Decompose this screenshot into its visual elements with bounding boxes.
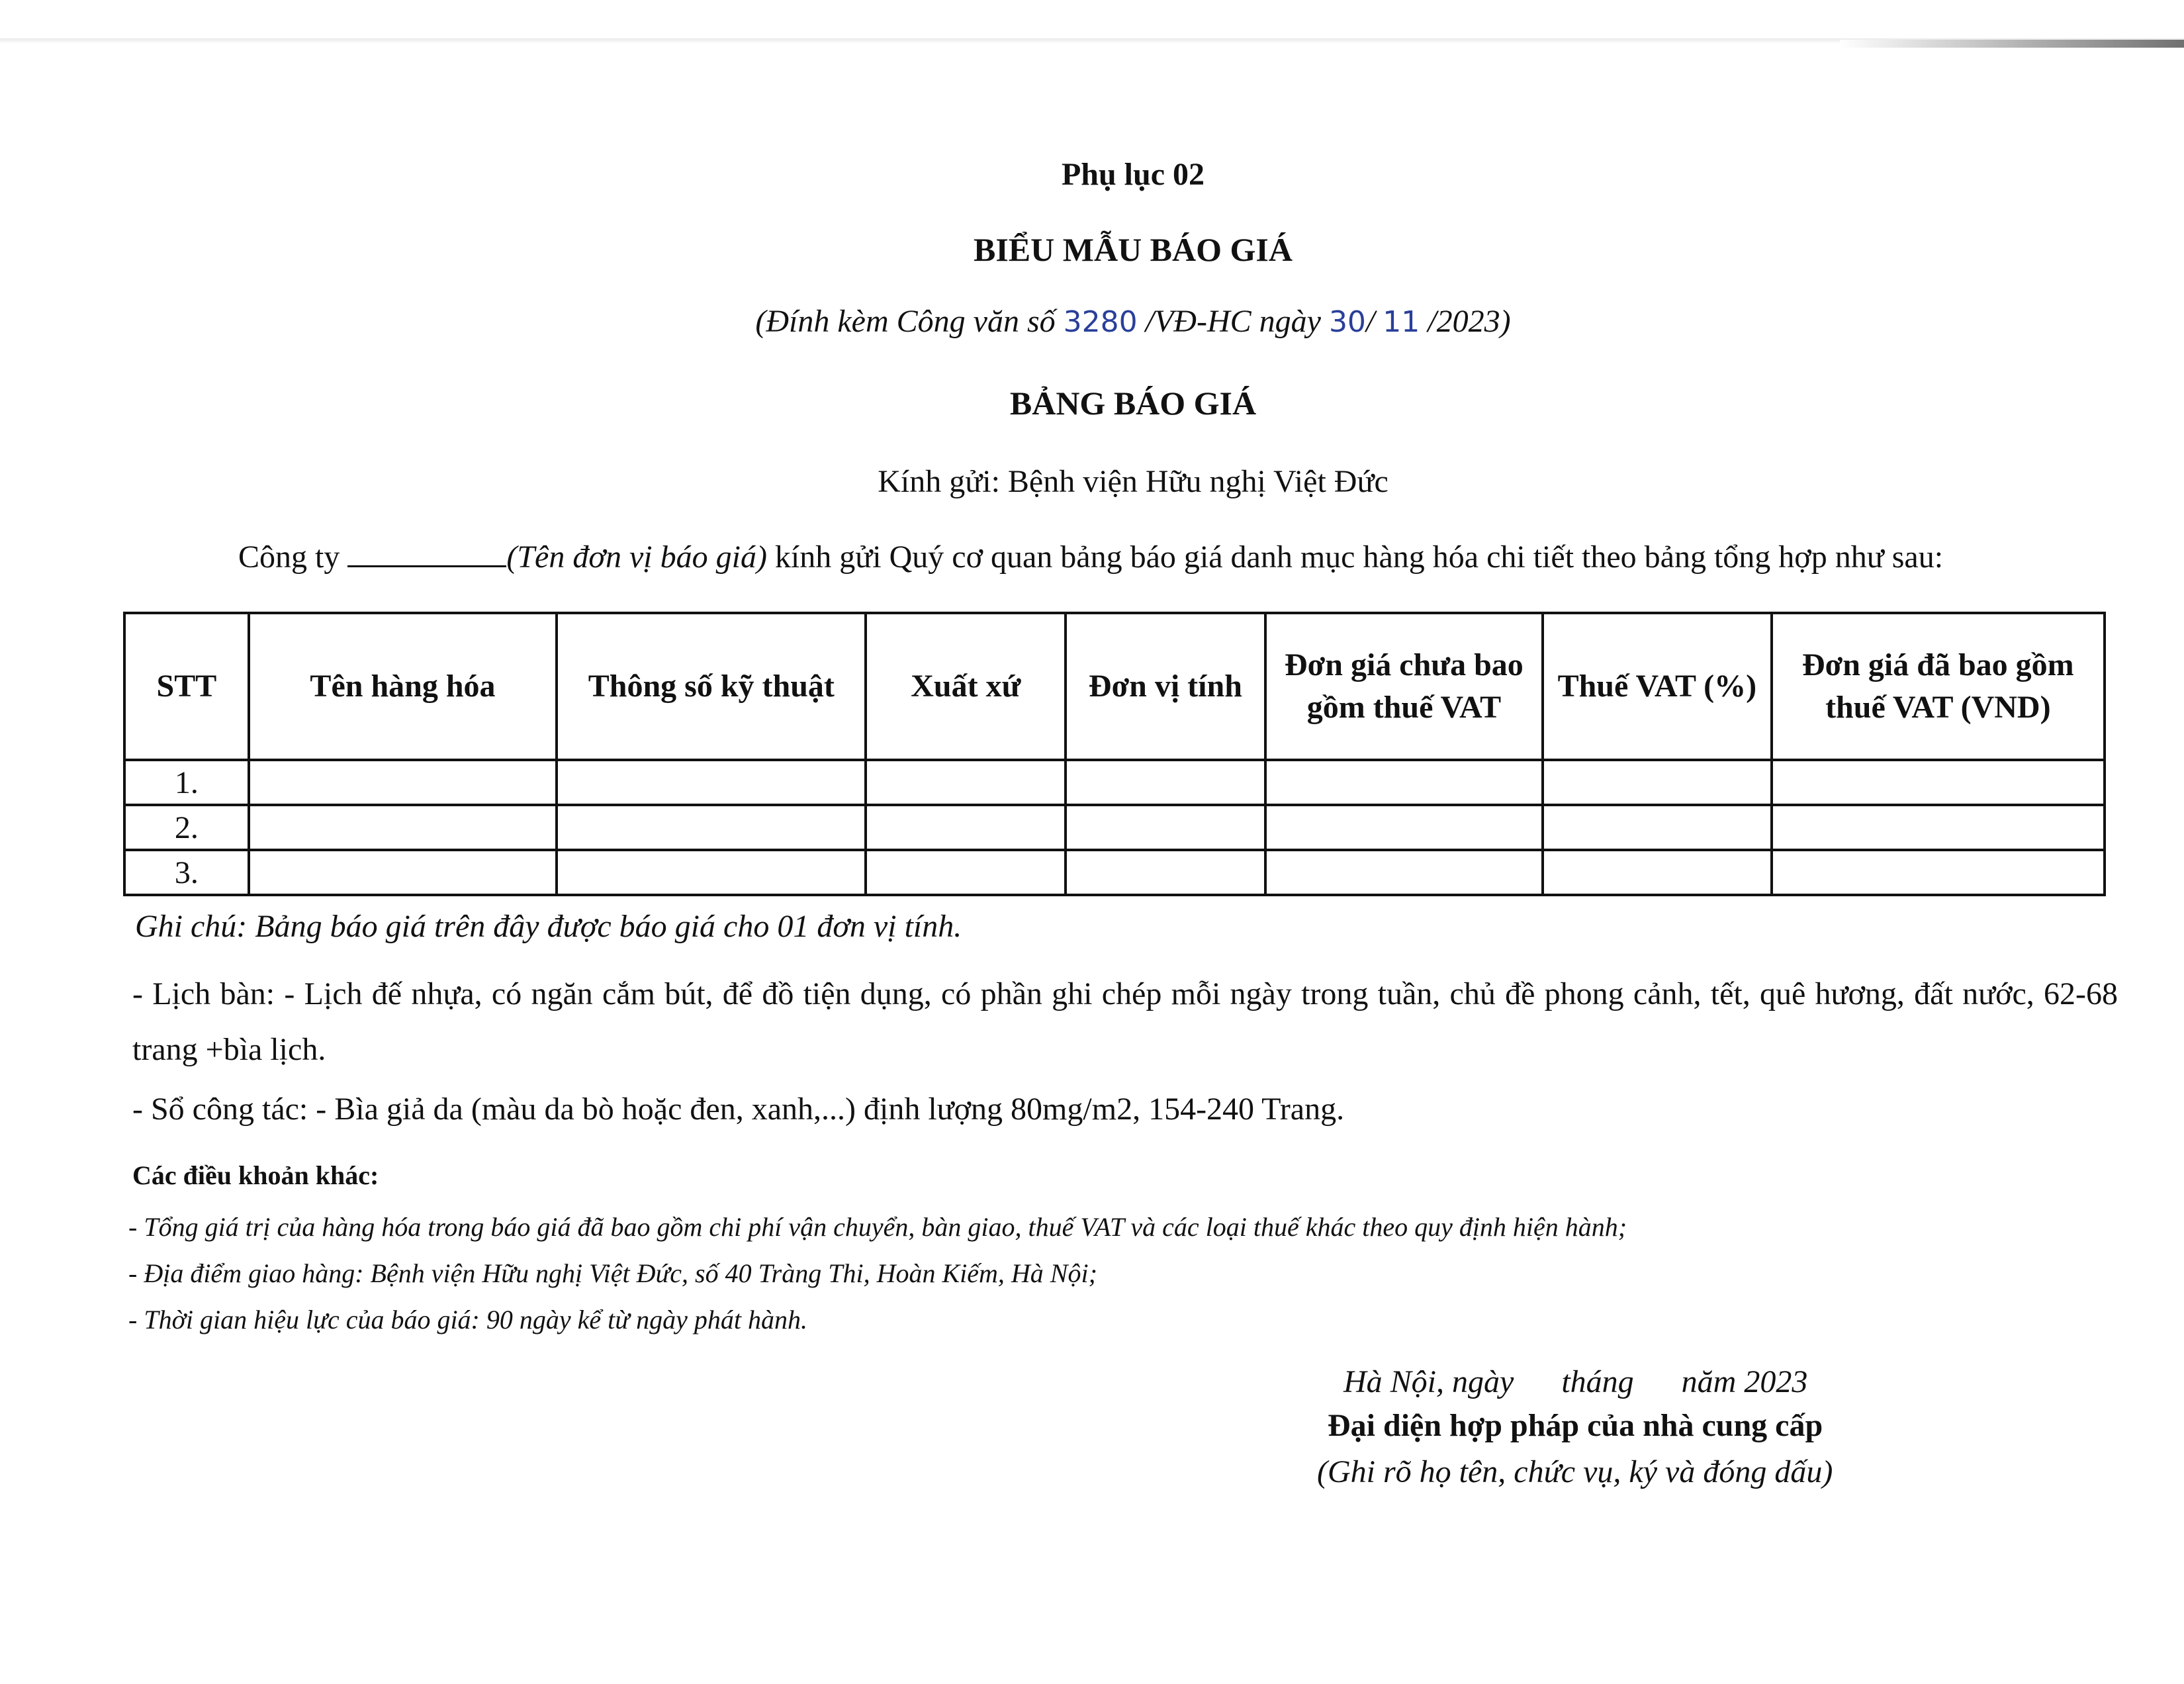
reference-suffix: /2023) [1420,304,1511,339]
header-vat-rate: Thuế VAT (%) [1543,613,1772,760]
price-incl-vat-cell[interactable] [1772,850,2105,895]
recipient-line: Kính gửi: Bệnh viện Hữu nghị Việt Đức [878,464,1388,499]
origin-cell[interactable] [866,760,1066,805]
origin-cell[interactable] [866,805,1066,850]
specification-cell[interactable] [557,760,866,805]
header-specification: Thông số kỹ thuật [557,613,866,760]
reference-middle: /VĐ-HC ngày [1137,304,1329,339]
reference-prefix: (Đính kèm Công văn số [755,304,1064,339]
table-note: Ghi chú: Bảng báo giá trên đây được báo giá cho 01 đơn vị tính. [135,909,962,944]
price-excl-vat-cell[interactable] [1265,850,1543,895]
place-date-line: Hà Nội, ngày tháng năm 2023 [1343,1364,1808,1399]
calendar-spec: - Lịch bàn: - Lịch đế nhựa, có ngăn cắm bút, để đồ tiện dụng, có phần ghi chép mỗi ngày trong tuần, chủ đề phong cảnh, tết, quê hương, đất nước, 62-68 trang +bìa lịch. [132,976,2118,1067]
quote-title: BẢNG BÁO GIÁ [1009,385,1257,422]
unit-cell[interactable] [1066,850,1265,895]
vat-rate-cell[interactable] [1543,760,1772,805]
origin-cell[interactable] [866,850,1066,895]
intro-paragraph [238,539,1943,575]
table-row [124,850,2105,895]
appendix-label: Phụ lục 02 [1061,157,1205,192]
header-unit: Đơn vị tính [1066,613,1265,760]
specification-cell[interactable] [557,850,866,895]
header-price-incl-vat: Đơn giá đã bao gồm thuế VAT (VND) [1772,613,2105,760]
handwritten-document-number: 3280 [1063,305,1138,339]
price-incl-vat-cell[interactable] [1772,760,2105,805]
notebook-spec: - Sổ công tác: - Bìa giả da (màu da bò hoặc đen, xanh,...) định lượng 80mg/m2, 154-240 Trang. [132,1092,1345,1127]
unit-cell[interactable] [1066,760,1265,805]
table-header-row [124,613,2105,760]
reference-slash: / [1365,304,1383,339]
stt-cell: 2. [124,805,249,850]
handwritten-day: 30 [1328,305,1366,339]
intro-prefix: Công ty [238,539,348,575]
representative-label: Đại diện hợp pháp của nhà cung cấp [1328,1408,1823,1443]
price-excl-vat-cell[interactable] [1265,760,1543,805]
quote-table [123,612,2106,896]
intro-suffix: kính gửi Quý cơ quan bảng báo giá danh mục hàng hóa chi tiết theo bảng tổng hợp như sau: [766,539,1944,575]
header-item-name: Tên hàng hóa [249,613,557,760]
terms-title: Các điều khoản khác: [132,1160,379,1190]
table-row [124,760,2105,805]
form-title: BIỂU MẪU BÁO GIÁ [974,231,1293,268]
reference-line [0,303,2184,340]
item-name-cell[interactable] [249,850,557,895]
term-item: - Địa điểm giao hàng: Bệnh viện Hữu nghị Việt Đức, số 40 Tràng Thi, Hoàn Kiếm, Hà Nội; [128,1258,1097,1288]
term-item: - Thời gian hiệu lực của báo giá: 90 ngày kể từ ngày phát hành. [128,1305,807,1334]
company-placeholder: (Tên đơn vị báo giá) [506,539,767,575]
vat-rate-cell[interactable] [1543,850,1772,895]
price-excl-vat-cell[interactable] [1265,805,1543,850]
unit-cell[interactable] [1066,805,1265,850]
vat-rate-cell[interactable] [1543,805,1772,850]
signature-instruction: (Ghi rõ họ tên, chức vụ, ký và đóng dấu) [1317,1454,1833,1489]
header-origin: Xuất xứ [866,613,1066,760]
specification-cell[interactable] [557,805,866,850]
stt-cell: 3. [124,850,249,895]
company-name-blank[interactable] [347,539,506,567]
header-price-excl-vat: Đơn giá chưa bao gồm thuế VAT [1265,613,1543,760]
header-stt: STT [124,613,249,760]
stt-cell: 1. [124,760,249,805]
scan-edge-corner [1840,40,2184,48]
item-name-cell[interactable] [249,805,557,850]
term-item: - Tổng giá trị của hàng hóa trong báo giá đã bao gồm chi phí vận chuyển, bàn giao, thuế VAT và các loại thuế khác theo quy định hiện hành; [128,1212,1627,1242]
price-incl-vat-cell[interactable] [1772,805,2105,850]
item-name-cell[interactable] [249,760,557,805]
handwritten-month: 11 [1383,305,1420,339]
table-row [124,805,2105,850]
